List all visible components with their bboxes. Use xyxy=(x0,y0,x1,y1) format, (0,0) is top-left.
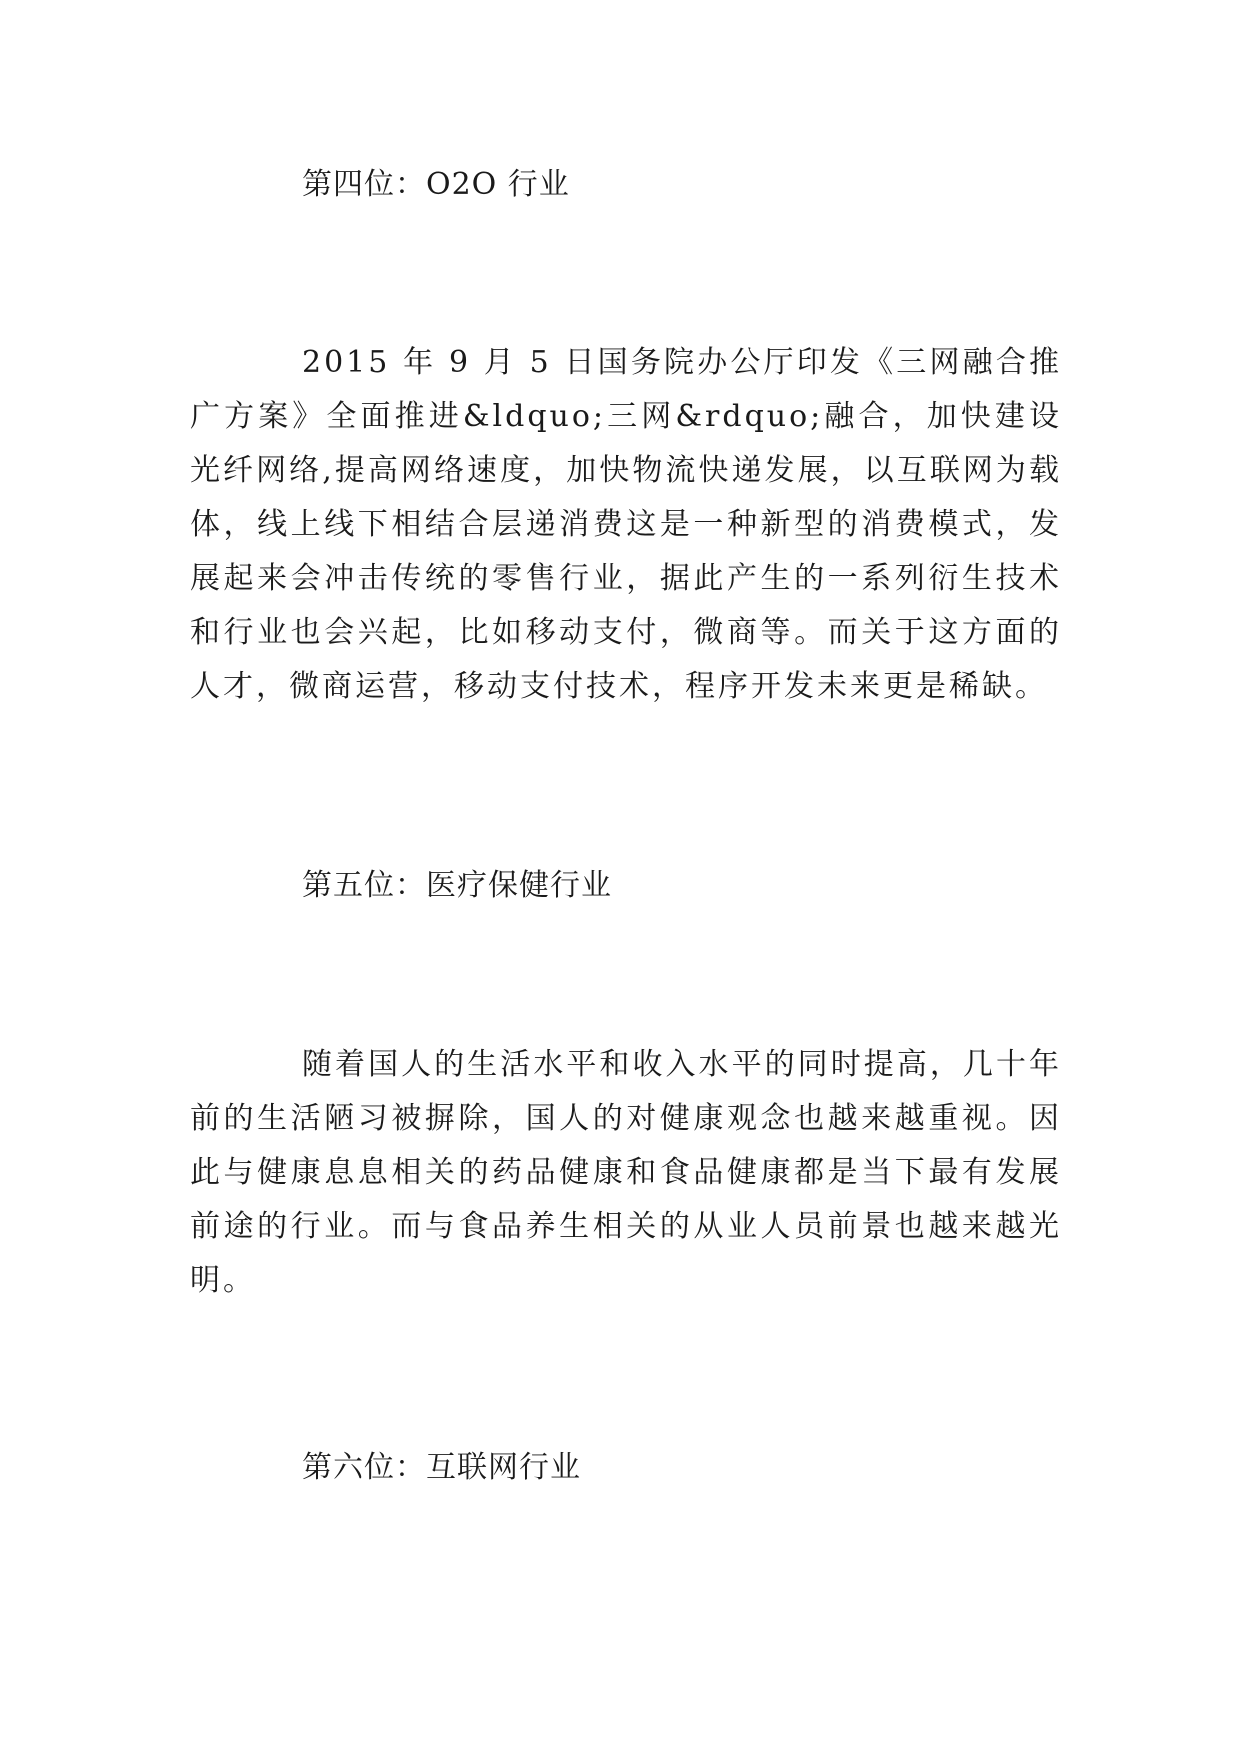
section-paragraph-o2o: 2015 年 9 月 5 日国务院办公厅印发《三网融合推广方案》全面推进&ldquo;三网&rdquo;融合，加快建设光纤网络,提高网络速度，加快物流快递发展，以互联网为载体，线上线下相结合层递消费这是一种新型的消费模式，发展起来会冲击传统的零售行业，据此产生的一系列衍生技术和行业也会兴起，比如移动支付，微商等。而关于这方面的人才，微商运营，移动支付技术，程序开发未来更是稀缺。 xyxy=(190,345,1062,704)
section-heading-healthcare: 第五位：医疗保健行业 xyxy=(302,868,612,903)
section-paragraph-healthcare: 随着国人的生活水平和收入水平的同时提高，几十年前的生活陋习被摒除，国人的对健康观念也越来越重视。因此与健康息息相关的药品健康和食品健康都是当下最有发展前途的行业。而与食品养生相关的从业人员前景也越来越光明。 xyxy=(190,1047,1062,1298)
section-heading-internet: 第六位：互联网行业 xyxy=(302,1450,581,1485)
section-heading-o2o: 第四位：O2O 行业 xyxy=(302,167,570,202)
